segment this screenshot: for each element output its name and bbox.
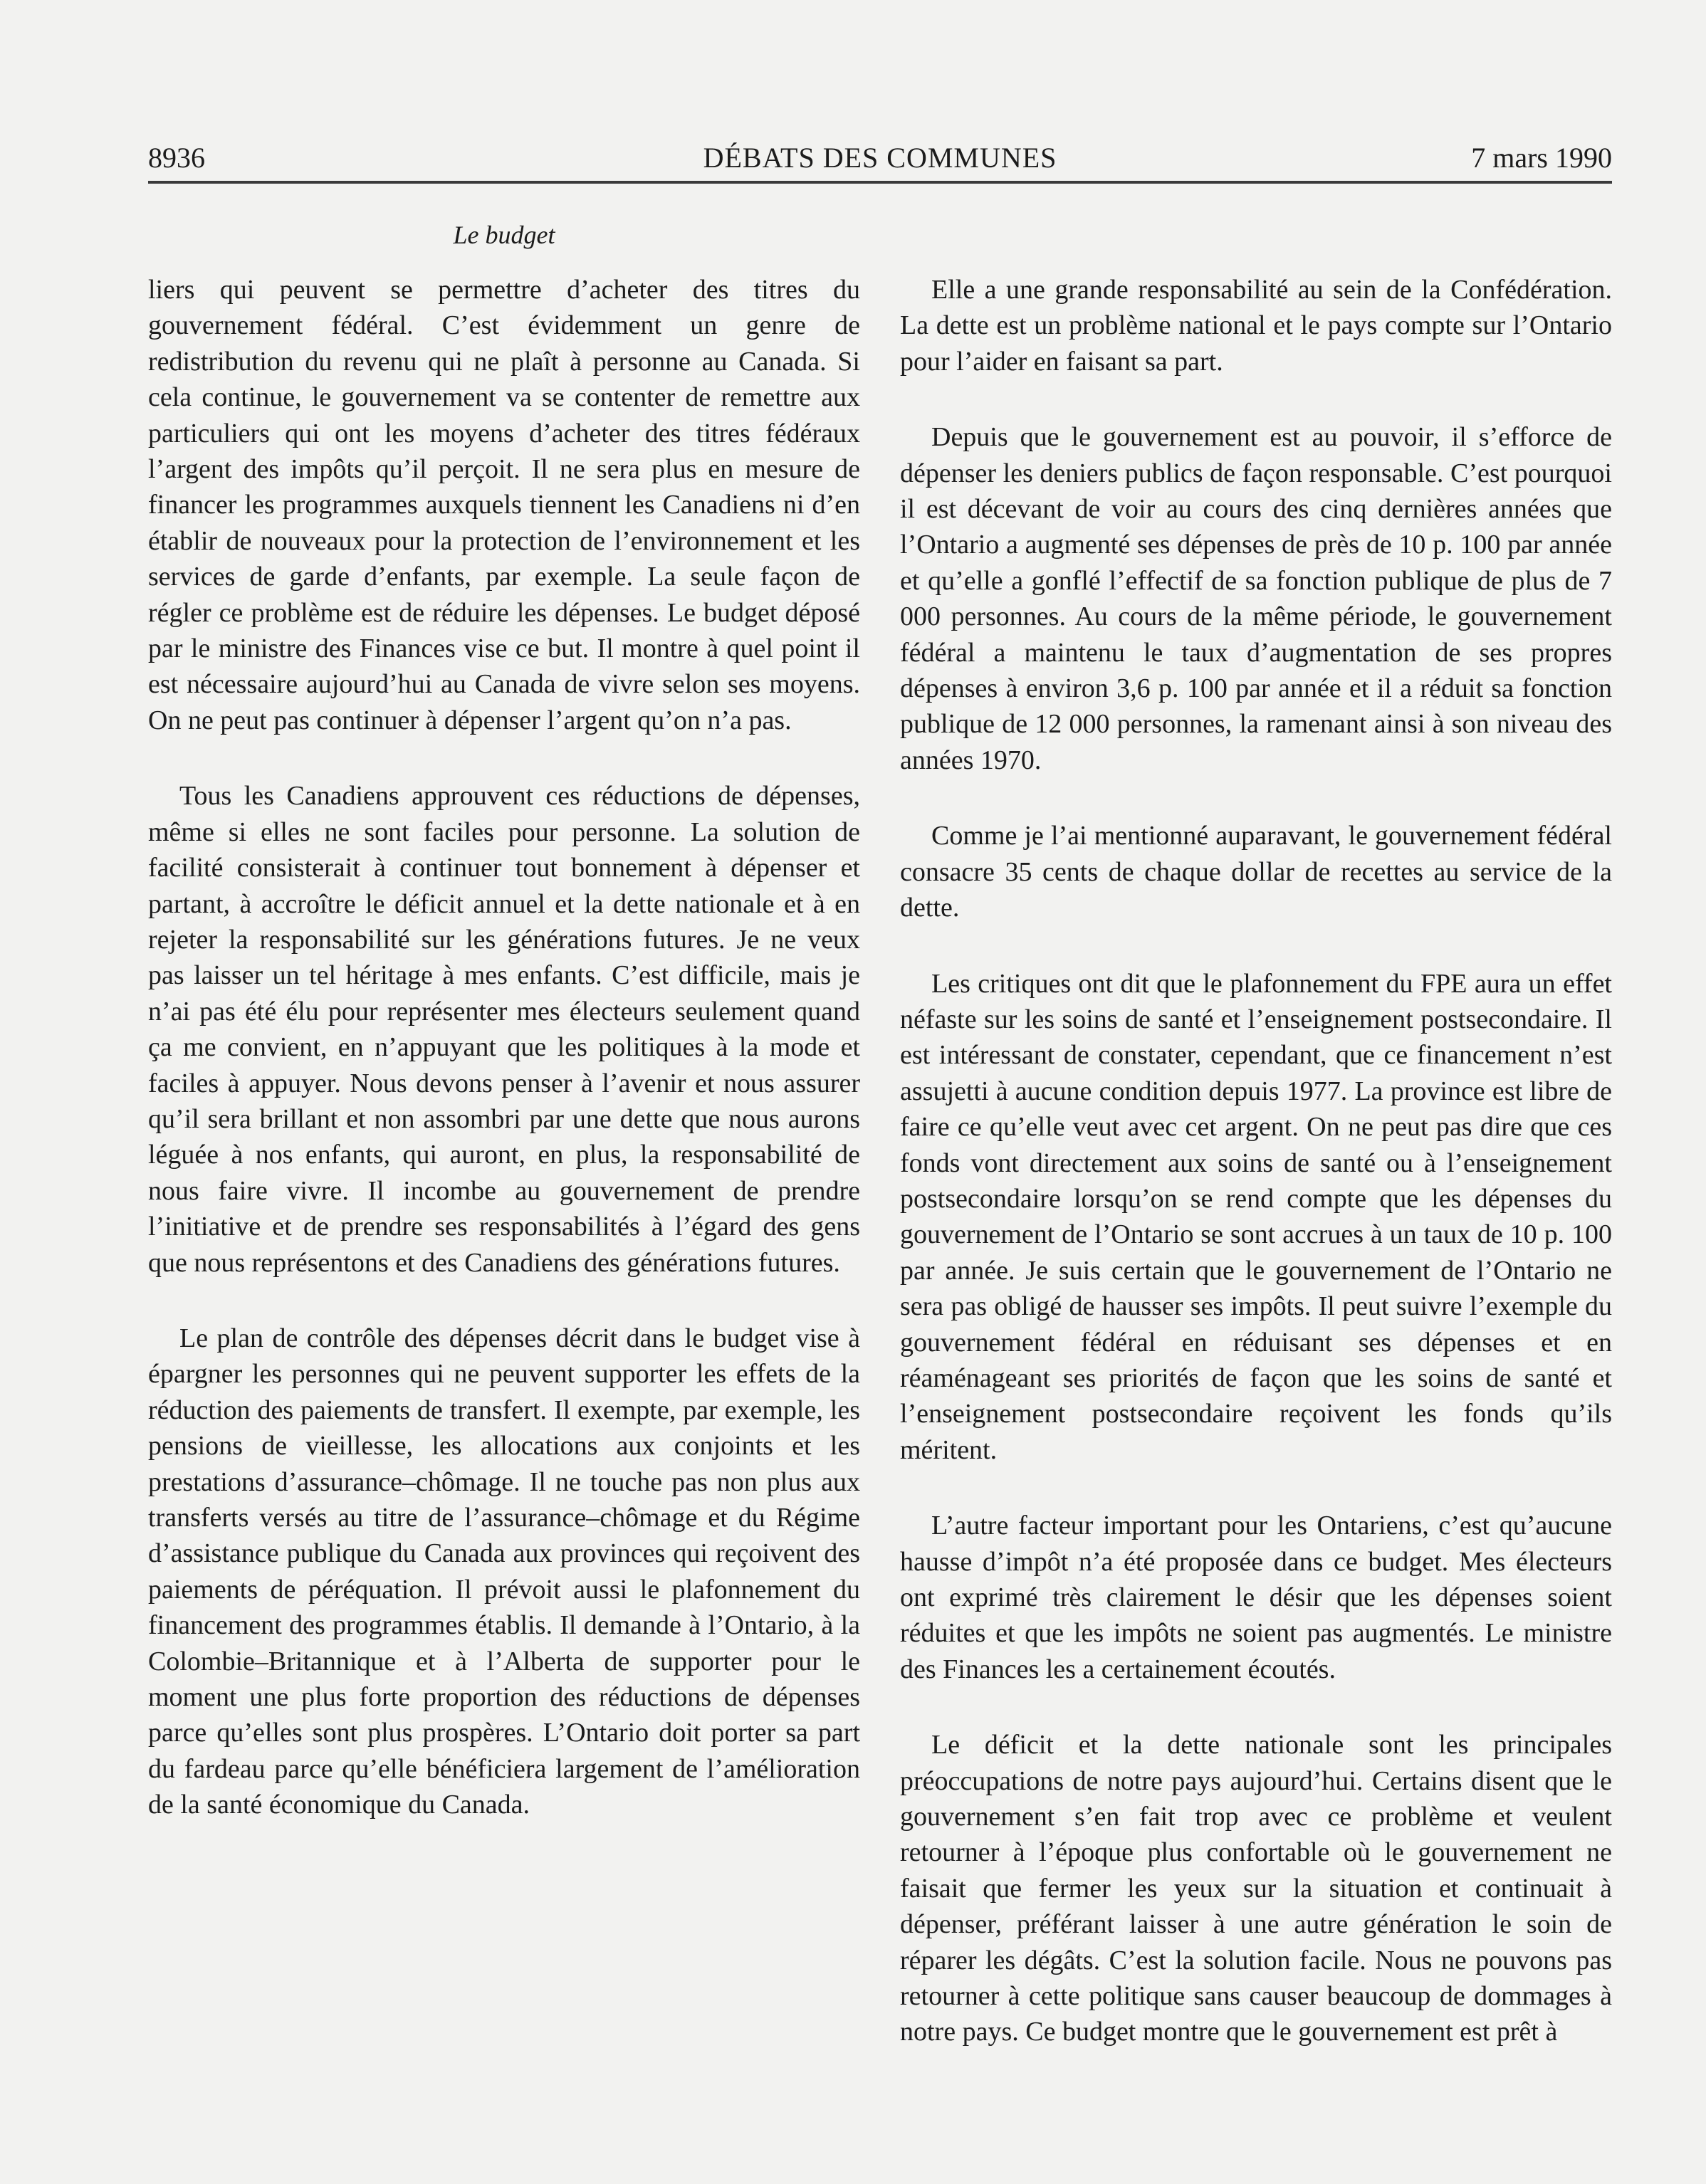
section-title: Le budget (453, 221, 555, 249)
paragraph: Comme je l’ai mentionné auparavant, le gouvernement fédéral consacre 35 cents de chaque dollar de recettes au service de la dette. (900, 821, 1612, 923)
left-column (148, 272, 860, 1823)
paragraph: Le déficit et la dette nationale sont les principales préoccupations de notre pays aujourd’hui. Certains disent que le gouvernement s’en fait trop avec ce problème et veulent retourner à l’époque plus confortable où le gouvernement ne faisait que fermer les yeux sur la situation et continuait à dépenser, préférant laisser à une autre génération le soin de réparer les dégâts. C’est la solution facile. Nous ne pouvons pas retourner à cette politique sans causer beaucoup de dommages à notre pays. Ce budget montre que le gouvernement est prêt à (900, 1730, 1612, 2047)
paragraph: Depuis que le gouvernement est au pouvoir, il s’efforce de dépenser les deniers publics de façon responsable. C’est pourquoi il est décevant de voir au cours des cinq dernières années que l’Ontario a augmenté ses dépenses de près de 10 p. 100 par année et qu’elle a gonflé l’effectif de sa fonction publique de plus de 7 000 personnes. Au cours de la même période, le gouvernement fédéral a maintenu le taux d’augmentation de ses propres dépenses à environ 3,6 p. 100 par année et il a réduit sa fonction publique de 12 000 personnes, la ramenant ainsi à son niveau des années 1970. (900, 422, 1612, 775)
paragraph: liers qui peuvent se permettre d’acheter des titres du gouvernement fédéral. C’est évidemment un genre de redistribution du revenu qui ne plaît à personne au Canada. Si cela continue, le gouvernement va se contenter de remettre aux particuliers qui ont les moyens d’acheter des titres fédéraux l’argent des impôts qu’il perçoit. Il ne sera plus en mesure de financer les programmes auxquels tiennent les Canadiens ni d’en établir de nouveaux pour la protection de l’environnement et les services de garde d’enfants, par exemple. La seule façon de régler ce problème est de réduire les dépenses. Le budget déposé par le ministre des Finances vise ce but. Il montre à quel point il est nécessaire aujourd’hui au Canada de vivre selon ses moyens. On ne peut pas continuer à dépenser l’argent qu’on n’a pas. (148, 275, 860, 735)
journal-title: DÉBATS DES COMMUNES (703, 142, 1057, 174)
paragraph: Elle a une grande responsabilité au sein de la Confédération. La dette est un problème national et le pays compte sur l’Ontario pour l’aider en faisant sa part. (900, 275, 1612, 377)
page-number: 8936 (148, 142, 205, 174)
paragraph: Les critiques ont dit que le plafonnement du FPE aura un effet néfaste sur les soins de santé et l’enseignement postsecondaire. Il est intéressant de constater, cependant, que ce financement n’est assujetti à aucune condition depuis 1977. La province est libre de faire ce qu’elle veut avec cet argent. On ne peut pas dire que ces fonds vont directement aux soins de santé ou à l’enseignement postsecondaire lorsqu’on se rend compte que les dépenses du gouvernement de l’Ontario se sont accrues à un taux de 10 p. 100 par année. Je suis certain que le gouvernement de l’Ontario ne sera pas obligé de hausser ses impôts. Il peut suivre l’exemple du gouvernement fédéral en réduisant ses dépenses et en réaménageant ses priorités de façon que les soins de santé et l’enseignement postsecondaire reçoivent les fonds qu’ils méritent. (900, 968, 1612, 1465)
paragraph: Le plan de contrôle des dépenses décrit dans le budget vise à épargner les personnes qui ne peuvent supporter les effets de la réduction des paiements de transfert. Il exempte, par exemple, les pensions de vieillesse, les allocations aux conjoints et les prestations d’assurance–chômage. Il ne touche pas non plus aux transferts versés au titre de l’assurance–chômage et du Régime d’assistance publique du Canada aux provinces qui reçoivent des paiements de péréquation. Il prévoit aussi le plafonnement du financement des programmes établis. Il demande à l’Ontario, à la Colombie–Britannique et à l’Alberta de supporter pour le moment une plus forte proportion des réductions de dépenses parce qu’elles sont plus prospères. L’Ontario doit porter sa part du fardeau parce qu’elle bénéficiera largement de l’amélioration de la santé économique du Canada. (148, 1323, 860, 1820)
page-header (148, 135, 1612, 184)
right-column (900, 272, 1612, 2050)
paragraph: L’autre facteur important pour les Ontariens, c’est qu’aucune hausse d’impôt n’a été proposée dans ce budget. Mes électeurs ont exprimé très clairement le désir que les dépenses soient réduites et que les impôts ne soient pas augmentés. Le ministre des Finances les a certainement écoutés. (900, 1511, 1612, 1684)
paragraph: Tous les Canadiens approuvent ces réductions de dépenses, même si elles ne sont faciles pour personne. La solution de facilité consisterait à continuer tout bonnement à dépenser et partant, à accroître le déficit annuel et la dette nationale et à en rejeter la responsabilité sur les générations futures. Je ne veux pas laisser un tel héritage à mes enfants. C’est difficile, mais je n’ai pas été élu pour représenter mes électeurs seulement quand ça me convient, en n’appuyant que les politiques à la mode et faciles à appuyer. Nous devons penser à l’avenir et nous assurer qu’il sera brillant et non assombri par une dette que nous aurons léguée à nos enfants, qui auront, en plus, la responsabilité de nous faire vivre. Il incombe au gouvernement de prendre l’initiative et de prendre ses responsabilités à l’égard des gens que nous représentons et des Canadiens des générations futures. (148, 781, 860, 1278)
journal-date: 7 mars 1990 (1471, 142, 1612, 174)
